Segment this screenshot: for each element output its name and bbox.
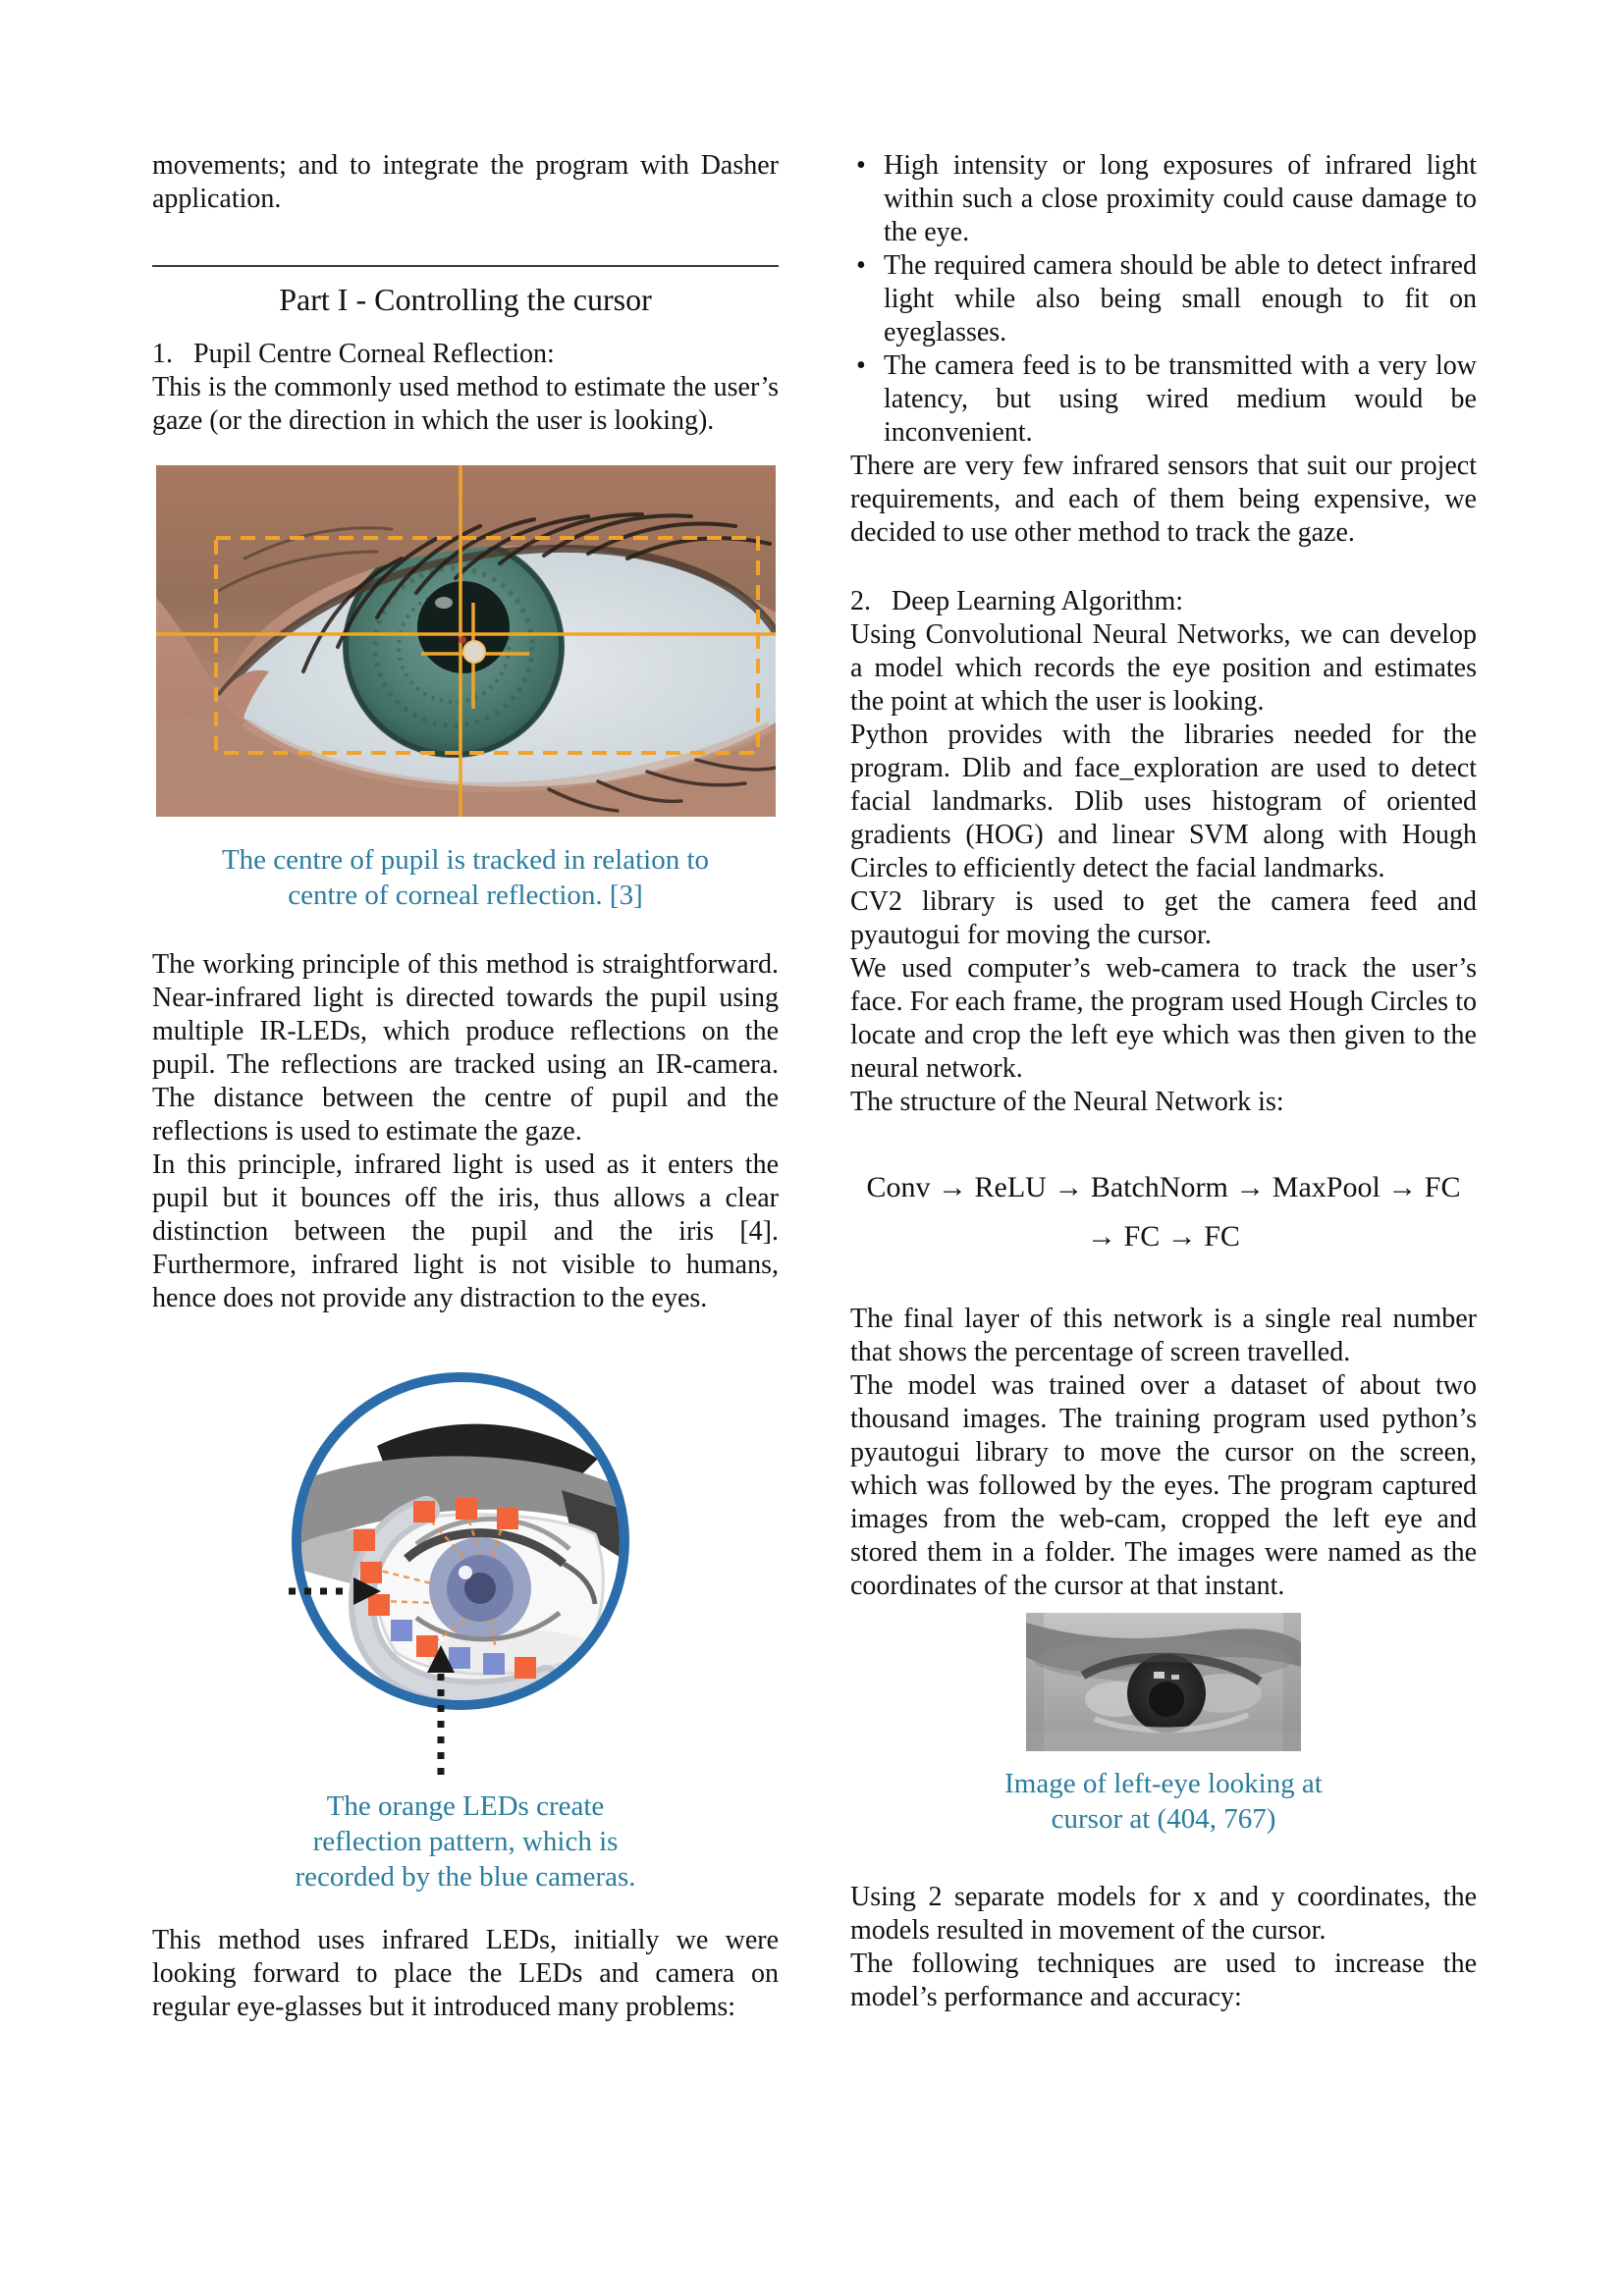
eye-photo-graphic bbox=[156, 465, 776, 817]
body-paragraph: In this principle, infrared light is used as it enters the pupil but it bounces off the iris, thus allows a clear distinction between the pupil and the iris [4]. Furthermore, infrared light is not visible to humans, hence does not provide any distraction to the eyes. bbox=[152, 1149, 779, 1313]
body-paragraph: There are very few infrared sensors that suit our project requirements, and each of them being expensive, we decided to use other method to track the gaze. bbox=[850, 451, 1477, 548]
body-paragraph: CV2 library is used to get the camera feed and pyautogui for moving the cursor. bbox=[850, 886, 1477, 950]
body-paragraph: The model was trained over a dataset of about two thousand images. The training program used python’s pyautogui library to move the cursor on the screen, which was followed by the eyes. The program captured images from the web-cam, cropped the left eye and stored them in a folder. The images were named as the coordinates of the cursor at that instant. bbox=[850, 1370, 1477, 1601]
bullet-icon: • bbox=[856, 150, 866, 181]
dotted-arrow-up-icon bbox=[427, 1645, 455, 1775]
list-item: • The camera feed is to be transmitted with a very low latency, but using wired medium would be inconvenient. bbox=[856, 350, 1477, 448]
body-paragraph: movements; and to integrate the program with Dasher application. bbox=[152, 150, 779, 214]
body-paragraph: Using Convolutional Neural Networks, we can develop a model which records the eye position and estimates the point at which the user is looking. bbox=[850, 619, 1477, 717]
bullet-icon: • bbox=[856, 350, 866, 381]
numbered-item-1: 1. Pupil Centre Corneal Reflection: bbox=[152, 339, 555, 369]
body-paragraph: We used computer’s web-camera to track the user’s face. For each frame, the program used Hough Circles to locate and crop the left eye which was then given to the neural network. bbox=[850, 953, 1477, 1084]
body-paragraph: The structure of the Neural Network is: bbox=[850, 1087, 1284, 1117]
bullet-icon: • bbox=[856, 250, 866, 281]
body-paragraph: The working principle of this method is straightforward. Near-infrared light is directed towards the pupil using multiple IR-LEDs, which produce reflections on the pupil. The reflections are tracked using an IR-camera. The distance between the centre of pupil and the reflections is used to estimate the gaze. bbox=[152, 949, 779, 1147]
list-item: • High intensity or long exposures of infrared light within such a close proximity could cause damage to the eye. bbox=[856, 150, 1477, 247]
body-paragraph: This is the commonly used method to estimate the user’s gaze (or the direction in which the user is looking). bbox=[152, 372, 779, 436]
part-heading: Part I - Controlling the cursor bbox=[279, 282, 652, 317]
eye-tracking-photo bbox=[152, 465, 779, 817]
glasses-led-diagram bbox=[152, 1362, 779, 1783]
problem-bullet-list bbox=[850, 149, 1477, 450]
figure-caption: The centre of pupil is tracked in relation to centre of corneal reflection. [3] bbox=[221, 844, 710, 911]
left-eye-grayscale-photo bbox=[850, 1613, 1477, 1751]
body-paragraph: The final layer of this network is a single real number that shows the percentage of screen travelled. bbox=[850, 1304, 1477, 1367]
numbered-item-2: 2. Deep Learning Algorithm: bbox=[850, 586, 1184, 616]
left-eye-grayscale-graphic bbox=[1026, 1613, 1301, 1751]
figure-caption: The orange LEDs create reflection pattern, which is recorded by the blue cameras. bbox=[295, 1790, 636, 1893]
body-paragraph: The following techniques are used to increase the model’s performance and accuracy: bbox=[850, 1949, 1477, 2012]
list-item: • The required camera should be able to detect infrared light while also being small enough to fit on eyeglasses. bbox=[856, 250, 1477, 347]
glasses-led-diagram-graphic bbox=[269, 1362, 662, 1783]
body-paragraph: Using 2 separate models for x and y coordinates, the models resulted in movement of the cursor. bbox=[850, 1882, 1477, 1946]
body-paragraph: This method uses infrared LEDs, initially we were looking forward to place the LEDs and camera on regular eye-glasses but it introduced many problems: bbox=[152, 1925, 779, 2022]
section-divider bbox=[152, 265, 779, 267]
left-column bbox=[152, 149, 779, 2024]
body-paragraph: Python provides with the libraries needed for the program. Dlib and face_exploration are used to detect facial landmarks. Dlib uses histogram of oriented gradients (HOG) and linear SVM along with Hough Circles to efficiently detect the facial landmarks. bbox=[850, 720, 1477, 883]
network-structure-formula: Conv → ReLU → BatchNorm → MaxPool → FC → FC → FC bbox=[866, 1171, 1461, 1253]
right-column bbox=[850, 149, 1477, 2014]
figure-caption: Image of left-eye looking at cursor at (404, 767) bbox=[1004, 1768, 1323, 1835]
